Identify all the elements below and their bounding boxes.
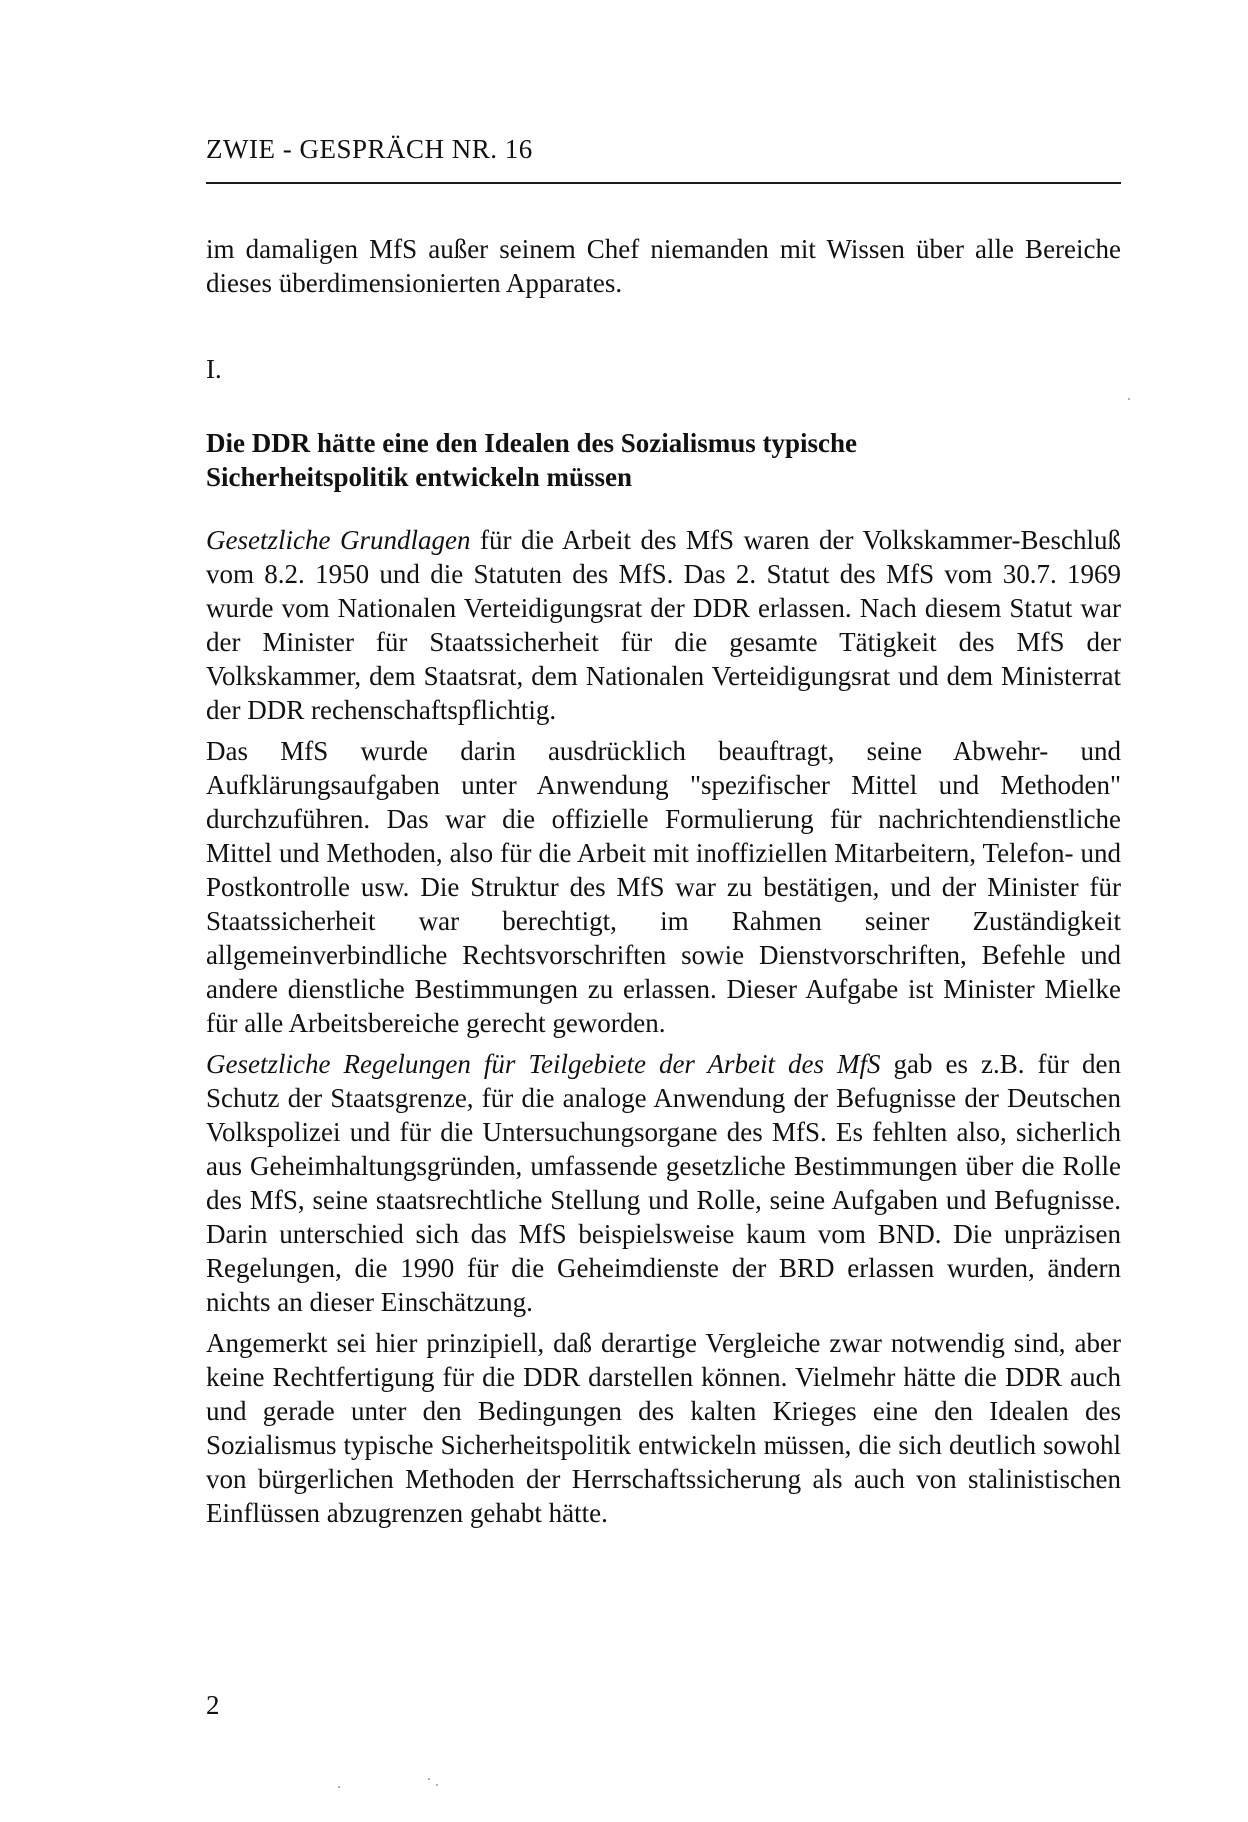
- section-heading-line-2: Sicherheitspolitik entwickeln müssen: [206, 462, 633, 492]
- paragraph-2: [206, 734, 1121, 1040]
- paragraph-1-text: für die Arbeit des MfS waren der Volkskammer-Beschluß vom 8.2. 1950 und die Statuten des MfS. Das 2. Statut des MfS vom 30.7. 1969 wurde vom Nationalen Verteidigungsrat der DDR erlassen. Nach diesem Statut war der Minister für Staatssicherheit für die gesamte Tätigkeit des MfS der Volkskammer, dem Staatsrat, dem Nationalen Verteidigungsrat und dem Ministerrat der DDR rechenschaftspflichtig.: [206, 525, 1121, 725]
- scan-speck: [338, 1786, 340, 1788]
- running-header: ZWIE - GESPRÄCH NR. 16: [206, 134, 533, 164]
- section-number: I.: [206, 354, 222, 384]
- body-text: [206, 523, 1121, 1537]
- paragraph-4: [206, 1326, 1121, 1530]
- scan-speck: [1128, 398, 1130, 400]
- paragraph-1-lead: Gesetzliche Grundlagen: [206, 525, 471, 555]
- page-number: 2: [206, 1690, 220, 1720]
- intro-paragraph: [206, 232, 1121, 300]
- intro-text: im damaligen MfS außer seinem Chef niemanden mit Wissen über alle Bereiche dieses überdimensionierten Apparates.: [206, 234, 1121, 298]
- paragraph-3-text: gab es z.B. für den Schutz der Staatsgrenze, für die analoge Anwendung der Befugnisse der Deutschen Volkspolizei und für die Untersuchungsorgane des MfS. Es fehlten also, sicherlich aus Geheimhaltungsgründen, umfassende gesetzliche Bestimmungen über die Rolle des MfS, seine staatsrechtliche Stellung und Rolle, seine Aufgaben und Befugnisse. Darin unterschied sich das MfS beispielsweise kaum vom BND. Die unpräzisen Regelungen, die 1990 für die Geheimdienste der BRD erlassen wurden, ändern nichts an dieser Einschätzung.: [206, 1049, 1121, 1317]
- scan-speck: [436, 1784, 438, 1786]
- section-heading-line-1: Die DDR hätte eine den Idealen des Sozialismus typische: [206, 428, 858, 458]
- paragraph-3: [206, 1047, 1121, 1319]
- paragraph-1: [206, 523, 1121, 727]
- paragraph-3-lead: Gesetzliche Regelungen für Teilgebiete der Arbeit des MfS: [206, 1049, 881, 1079]
- scan-speck: [428, 1778, 430, 1780]
- section-heading: [206, 426, 1121, 494]
- paragraph-2-text: Das MfS wurde darin ausdrücklich beauftragt, seine Abwehr- und Aufklärungsaufgaben unter Anwendung "spezifischer Mittel und Methoden" durchzuführen. Das war die offizielle Formulierung für nachrichtendienstliche Mittel und Methoden, also für die Arbeit mit inoffiziellen Mitarbeitern, Telefon- und Postkontrolle usw. Die Struktur des MfS war zu bestätigen, und der Minister für Staatssicherheit war berechtigt, im Rahmen seiner Zuständigkeit allgemeinverbindliche Rechtsvorschriften sowie Dienstvorschriften, Befehle und andere dienstliche Bestimmungen zu erlassen. Dieser Aufgabe ist Minister Mielke für alle Arbeitsbereiche gerecht geworden.: [206, 736, 1121, 1038]
- paragraph-4-text: Angemerkt sei hier prinzipiell, daß derartige Vergleiche zwar notwendig sind, aber keine Rechtfertigung für die DDR darstellen können. Vielmehr hätte die DDR auch und gerade unter den Bedingungen des kalten Krieges eine den Idealen des Sozialismus typische Sicherheitspolitik entwickeln müssen, die sich deutlich sowohl von bürgerlichen Methoden der Herrschaftssicherung als auch von stalinistischen Einflüssen abzugrenzen gehabt hätte.: [206, 1328, 1121, 1528]
- header-rule: [206, 182, 1121, 184]
